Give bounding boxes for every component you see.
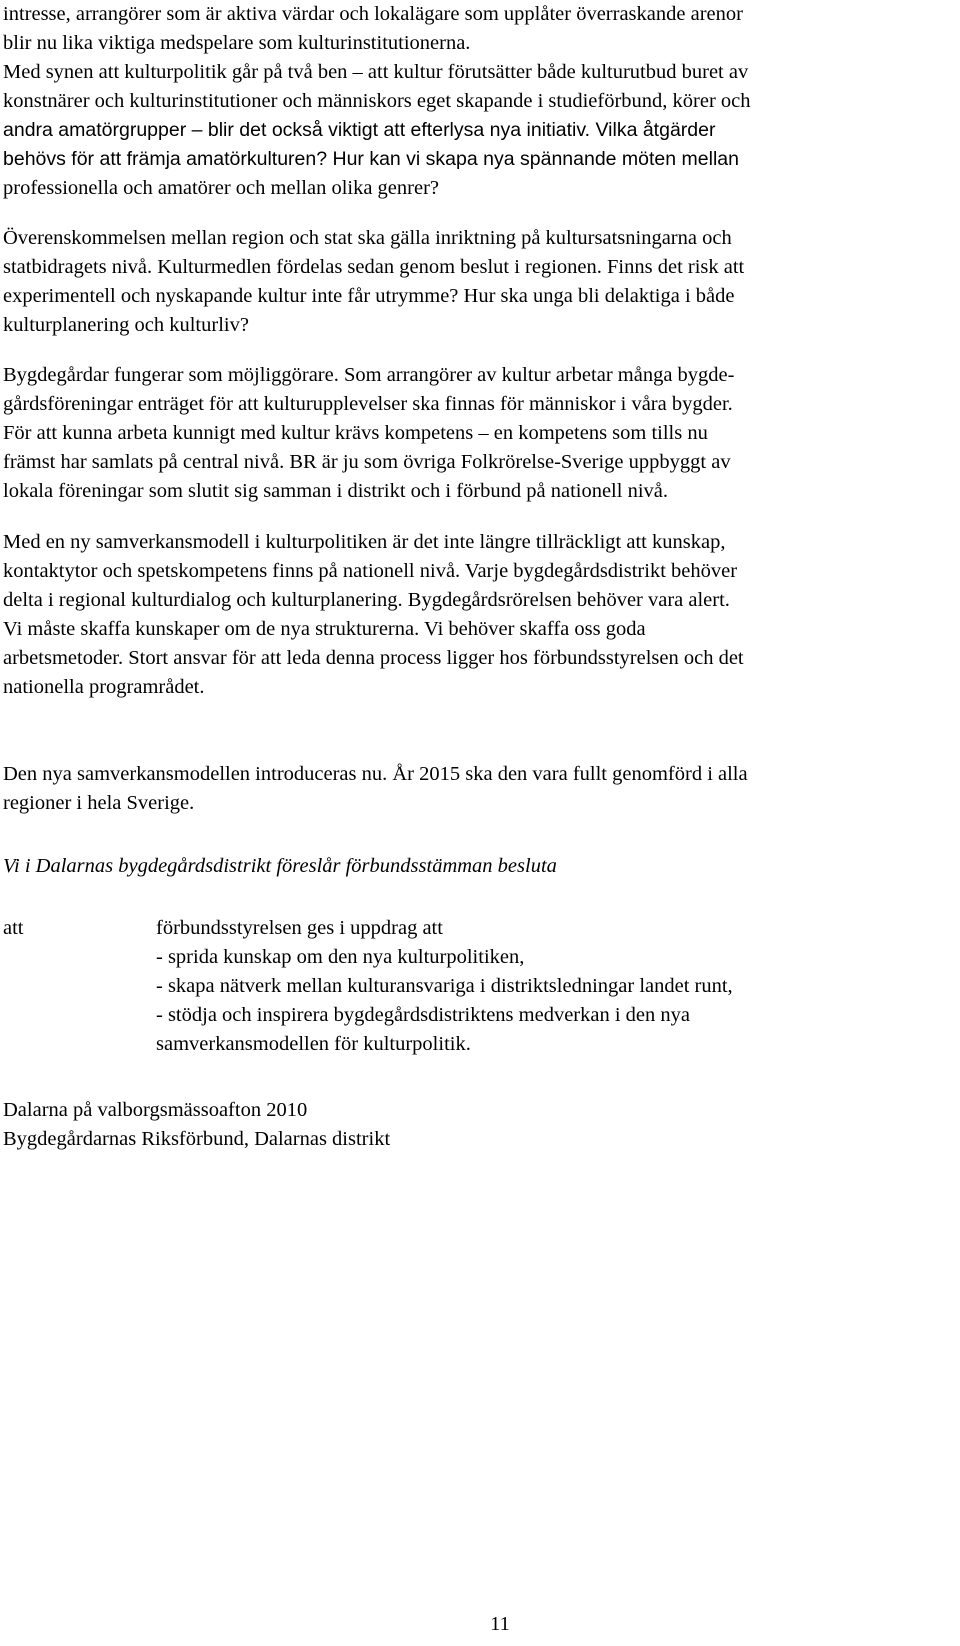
paragraph-line: behövs för att främja amatörkulturen? Hur kan vi skapa nya spännande möten mellan (3, 148, 739, 170)
decision-line: - sprida kunskap om den nya kulturpolitiken, (156, 946, 525, 968)
signature-block (3, 1096, 933, 1154)
decision-line: förbundsstyrelsen ges i uppdrag att (156, 917, 443, 939)
paragraph-line: nationella programrådet. (3, 676, 205, 698)
paragraph-line: kulturplanering och kulturliv? (3, 314, 249, 336)
paragraph-line: Den nya samverkansmodellen introduceras nu. År 2015 ska den vara fullt genomförd i alla (3, 763, 748, 785)
decision-lead: att (3, 917, 24, 939)
paragraph-line: Bygdegårdar fungerar som möjliggörare. Som arrangörer av kultur arbetar många bygde- (3, 364, 735, 386)
paragraph-2 (3, 224, 933, 340)
paragraph-line: blir nu lika viktiga medspelare som kulturinstitutionerna. (3, 32, 471, 54)
paragraph-line: regioner i hela Sverige. (3, 792, 195, 814)
paragraph-line: För att kunna arbeta kunnigt med kultur krävs kompetens – en kompetens som tills nu (3, 422, 708, 444)
page-number: 11 (490, 1613, 510, 1635)
paragraph-5 (3, 760, 933, 818)
signature-organization: Bygdegårdarnas Riksförbund, Dalarnas distrikt (3, 1128, 391, 1150)
paragraph-line: främst har samlats på central nivå. BR är ju som övriga Folkrörelse-Sverige uppbyggt av (3, 451, 731, 473)
paragraph-line: experimentell och nyskapande kultur inte får utrymme? Hur ska unga bli delaktiga i både (3, 285, 735, 307)
paragraph-line: Med en ny samverkansmodell i kulturpolitiken är det inte längre tillräckligt att kunskap, (3, 531, 726, 553)
paragraph-line: intresse, arrangörer som är aktiva värdar och lokalägare som upplåter överraskande arenor (3, 3, 743, 25)
paragraph-3 (3, 361, 933, 506)
paragraph-line: andra amatörgrupper – blir det också viktigt att efterlysa nya initiativ. Vilka åtgärder (3, 119, 716, 141)
proposal-heading (3, 852, 933, 881)
decision-body (156, 914, 916, 1059)
paragraph-line: Vi måste skaffa kunskaper om de nya strukturerna. Vi behöver skaffa oss goda (3, 618, 646, 640)
paragraph-1 (3, 0, 933, 203)
decision-line: - skapa nätverk mellan kulturansvariga i distriktsledningar landet runt, (156, 975, 733, 997)
paragraph-line: kontaktytor och spetskompetens finns på nationell nivå. Varje bygdegårdsdistrikt behöver (3, 560, 738, 582)
paragraph-line: gårdsföreningar enträget för att kulturupplevelser ska finnas för människor i våra bygder. (3, 393, 733, 415)
paragraph-line: lokala föreningar som slutit sig samman i distrikt och i förbund på nationell nivå. (3, 480, 668, 502)
decision-line: - stödja och inspirera bygdegårdsdistriktens medverkan i den nya (156, 1004, 690, 1026)
decision-line: samverkansmodellen för kulturpolitik. (156, 1033, 471, 1055)
paragraph-line: professionella och amatörer och mellan olika genrer? (3, 177, 440, 199)
paragraph-line: delta i regional kulturdialog och kulturplanering. Bygdegårdsrörelsen behöver vara alert. (3, 589, 730, 611)
signature-place-date: Dalarna på valborgsmässoafton 2010 (3, 1099, 308, 1121)
paragraph-4 (3, 528, 933, 702)
paragraph-line: statbidragets nivå. Kulturmedlen fördelas sedan genom beslut i regionen. Finns det risk att (3, 256, 745, 278)
proposal-heading-text: Vi i Dalarnas bygdegårdsdistrikt föreslår förbundsstämman besluta (3, 855, 557, 877)
paragraph-line: konstnärer och kulturinstitutioner och människors eget skapande i studieförbund, körer och (3, 90, 751, 112)
paragraph-line: arbetsmetoder. Stort ansvar för att leda denna process ligger hos förbundsstyrelsen och det (3, 647, 744, 669)
paragraph-line: Överenskommelsen mellan region och stat ska gälla inriktning på kultursatsningarna och (3, 227, 732, 249)
paragraph-line: Med synen att kulturpolitik går på två ben – att kultur förutsätter både kulturutbud buret av (3, 61, 749, 83)
